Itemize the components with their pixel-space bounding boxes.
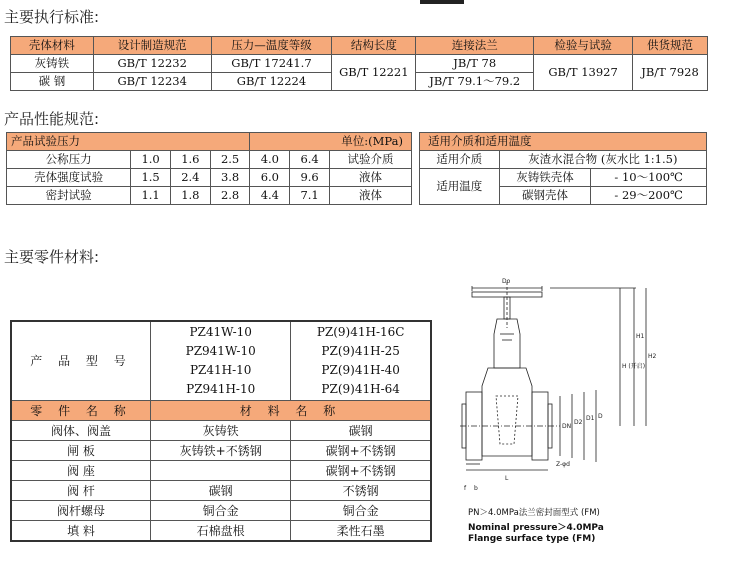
label-dn: DN: [562, 423, 572, 430]
models-right-cell: [291, 321, 431, 401]
label-f: f: [464, 485, 467, 492]
medium-value: 灰渣水混合物 (灰水比 1:1.5): [499, 151, 706, 169]
header-design-spec: 设计制造规范: [93, 37, 211, 55]
cell-design-spec: GB/T 12232: [93, 55, 211, 73]
value-cell: 2.4: [170, 169, 210, 187]
value-cell: 1.1: [131, 187, 171, 205]
cell-material: 碳 钢: [11, 73, 94, 91]
cell-inspection: GB/T 13927: [534, 55, 633, 91]
material-right: 柔性石墨: [291, 521, 431, 542]
material-right: 碳钢+不锈钢: [291, 441, 431, 461]
model-name: PZ941H-10: [186, 382, 256, 396]
part-name: 填 料: [11, 521, 151, 542]
extra-cell: 试验介质: [329, 151, 411, 169]
part-name: 闸 板: [11, 441, 151, 461]
label-z: Z-φd: [556, 461, 570, 468]
material-left: [151, 461, 291, 481]
yoke: [494, 319, 520, 368]
drawing-caption-3: Flange surface type (FM): [468, 534, 596, 544]
value-cell: 2.5: [210, 151, 250, 169]
material-header: 材 料 名 称: [151, 401, 431, 421]
label-h2: H2: [648, 353, 657, 360]
model-name: PZ(9)41H-16C: [316, 325, 405, 339]
performance-heading: 产品性能规范:: [4, 110, 100, 128]
temp-range: - 29～200℃: [591, 187, 707, 205]
material-right: 碳钢: [291, 421, 431, 441]
material-left: 灰铸铁: [151, 421, 291, 441]
material-right: 铜合金: [291, 501, 431, 521]
label-d1: D1: [586, 415, 595, 422]
gate-valve-drawing: [460, 268, 670, 500]
label-do: Do: [502, 278, 511, 285]
label-l: L: [505, 475, 509, 482]
part-name: 阀 座: [11, 461, 151, 481]
value-cell: 2.8: [210, 187, 250, 205]
header-supply-spec: 供货规范: [633, 37, 708, 55]
material-left: 灰铸铁+不锈钢: [151, 441, 291, 461]
medium-label: 适用介质: [420, 151, 500, 169]
model-name: PZ(9)41H-40: [321, 363, 400, 377]
cell-pressure-temp: GB/T 17241.7: [211, 55, 332, 73]
header-pressure-temp: 压力—温度等级: [211, 37, 332, 55]
cell-material: 灰铸铁: [11, 55, 94, 73]
gate-disc: [496, 396, 518, 444]
model-name: PZ(9)41H-64: [321, 382, 400, 396]
media-table-title: 适用介质和适用温度: [420, 133, 707, 151]
valve-body: [482, 368, 532, 456]
row-label: 公称压力: [7, 151, 131, 169]
model-name: PZ41H-10: [189, 363, 252, 377]
value-cell: 1.5: [131, 169, 171, 187]
cell-structure-length: GB/T 12221: [332, 55, 416, 91]
cell-flange: JB/T 78: [416, 55, 534, 73]
label-d2: D2: [574, 419, 583, 426]
temp-material: 灰铸铁壳体: [499, 169, 591, 187]
value-cell: 1.0: [131, 151, 171, 169]
temp-range: - 10～100℃: [591, 169, 707, 187]
cell-supply-spec: JB/T 7928: [633, 55, 708, 91]
value-cell: 4.4: [250, 187, 290, 205]
label-h1: H1: [636, 333, 645, 340]
media-table: [419, 132, 707, 205]
part-header: 零 件 名 称: [11, 401, 151, 421]
label-d: D: [598, 413, 603, 420]
standards-heading: 主要执行标准:: [4, 8, 100, 26]
model-name: PZ941W-10: [185, 344, 256, 358]
temp-material: 碳钢壳体: [499, 187, 591, 205]
drawing-caption-1: PN＞4.0MPa法兰密封面型式 (FM): [468, 508, 600, 518]
material-left: 碳钢: [151, 481, 291, 501]
value-cell: 6.0: [250, 169, 290, 187]
model-name: PZ41W-10: [189, 325, 252, 339]
materials-heading: 主要零件材料:: [4, 248, 100, 266]
material-right: 碳钢+不锈钢: [291, 461, 431, 481]
cell-pressure-temp: GB/T 12224: [211, 73, 332, 91]
materials-table: [10, 320, 432, 542]
row-label: 密封试验: [7, 187, 131, 205]
pressure-table: [6, 132, 412, 205]
pressure-unit: 单位:(MPa): [250, 133, 412, 151]
material-left: 石棉盘根: [151, 521, 291, 542]
header-structure-length: 结构长度: [332, 37, 416, 55]
value-cell: 6.4: [290, 151, 330, 169]
value-cell: 4.0: [250, 151, 290, 169]
model-name: PZ(9)41H-25: [321, 344, 400, 358]
cell-design-spec: GB/T 12234: [93, 73, 211, 91]
part-name: 阀体、阀盖: [11, 421, 151, 441]
row-label: 壳体强度试验: [7, 169, 131, 187]
pressure-table-title: 产品试验压力: [7, 133, 250, 151]
model-label: 产 品 型 号: [11, 321, 151, 401]
models-left-cell: [151, 321, 291, 401]
material-right: 不锈钢: [291, 481, 431, 501]
drawing-caption-2: Nominal pressure＞4.0MPa: [468, 523, 604, 533]
part-name: 阀 杆: [11, 481, 151, 501]
temp-label: 适用温度: [420, 169, 500, 205]
value-cell: 9.6: [290, 169, 330, 187]
cell-flange: JB/T 79.1～79.2: [416, 73, 534, 91]
material-left: 铜合金: [151, 501, 291, 521]
label-h-open: H (开启): [622, 363, 646, 370]
top-bar-fragment: [420, 0, 464, 4]
value-cell: 3.8: [210, 169, 250, 187]
value-cell: 7.1: [290, 187, 330, 205]
extra-cell: 液体: [329, 169, 411, 187]
header-inspection: 检验与试验: [534, 37, 633, 55]
label-b: b: [474, 485, 478, 492]
value-cell: 1.8: [170, 187, 210, 205]
value-cell: 1.6: [170, 151, 210, 169]
part-name: 阀杆螺母: [11, 501, 151, 521]
header-flange: 连接法兰: [416, 37, 534, 55]
extra-cell: 液体: [329, 187, 411, 205]
standards-table: [10, 36, 708, 91]
header-shell-material: 壳体材料: [11, 37, 94, 55]
